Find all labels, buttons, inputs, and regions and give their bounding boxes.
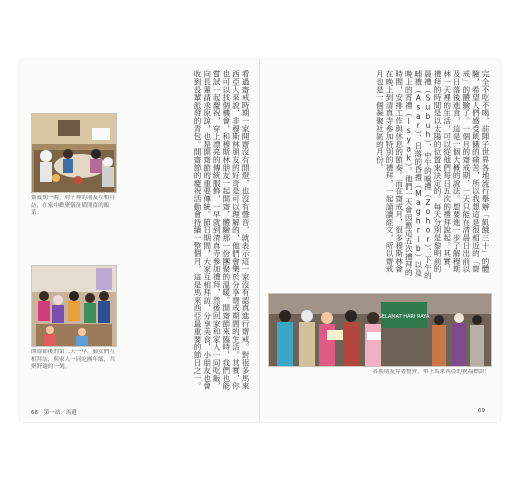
right-page-body-text: 完全不吃不喝，前陣子世界各地流行舉辦「飢餓三十」的體驗，希望人們感受飢餓的痛苦，所以我想這是很相近的「齋戒」的體驗了。一個月的齋戒期，一天只能在清晨日出前以及日落後進食，這是一個大概的說法。想要進一步了解穆斯林一天裡的生活，可以從他們每日五次的禮拜說起。其實，禮拜的時間是以太陽的位置來決定的。每天分別是黎明前的晨禮（Subuh）、中午的晌禮（Zohor）、下午的晡禮（Asar）、日落的昏禮（Maghrib）以及晚上的宵禮（Isyak）。他們一天會因應這五次禮拜的時間，安排工作與休息的節奏。而在齋戒月，很多穆斯林會在晚上到清真寺參加特別的禮拜，一起誦讀經文，所以齋戒月也是一個凝聚社區的月份。 — [375, 70, 490, 280]
right-page-number: 69 — [478, 408, 485, 414]
photo-women-visit — [31, 265, 117, 347]
photo-group-with-sign — [268, 293, 492, 367]
left-page-footer — [31, 408, 77, 416]
left-page-number: 68 — [31, 410, 38, 416]
left-page-body-text: 看過齋戒時期一家開齋沒有開燈，也沒有聲音，就表示這一家沒有認真進行齋戒。對很多馬來西亞人來說，非穆斯林朋友的好奇是可以理解的，他們會樂於分享齋戒期間的生活。其實，你也可以找個機會，和穆斯林朋友一起開齋，體驗那一份團聚的溫暖。開齋節來臨時，我們也能嘗試一起慶祝，穿上漂亮的傳統服飾，一早就到清真寺參加禮拜，然後回家和家人一同吃飯，向長輩請求原諒，也是開齋節的重要傳統。節日期間，大家互相拜訪，分享美食，小朋友也會收到長輩派發的青包。開齋節的慶祝活動會持續一整個月，這是馬來西亞最重要的節日之一。 — [193, 70, 250, 390]
photo-family-gathering — [31, 113, 117, 193]
sign-text: SELAMAT HARI RAYA — [378, 314, 430, 320]
family-gathering-illustration — [32, 114, 116, 192]
left-photo-bottom-caption: 開齋節後的第二天一早，婦女們互相拜訪，與家人一同吃團年飯，共聚舒適的一刻。 — [31, 349, 115, 371]
women-visit-illustration — [32, 266, 116, 346]
right-photo-caption: 各族朋友穿著整齊，舉上馬來西亞的祝福標語！ — [372, 369, 490, 375]
group-with-sign-illustration — [269, 294, 491, 366]
page-gutter — [259, 60, 260, 422]
left-running-head: 第一站／馬遺 — [43, 410, 77, 416]
right-page-footer — [478, 408, 485, 414]
left-photo-top-caption: 齋戒期一晚，村子裡的朋友互相拜訪，在家中歡聚儀征備開齋的飯菜。 — [31, 195, 115, 217]
